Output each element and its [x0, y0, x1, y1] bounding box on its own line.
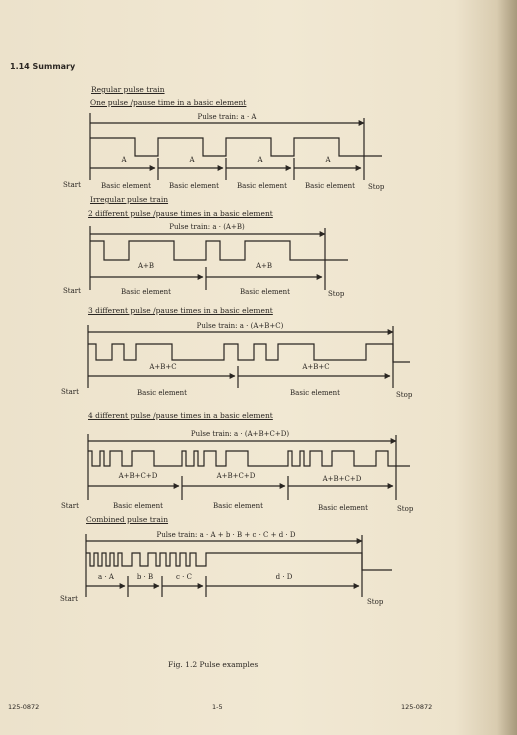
- d1-element-label: Basic element: [169, 182, 219, 190]
- d5-segment-label: c · C: [176, 573, 192, 581]
- footer-left: 125-0872: [8, 703, 40, 711]
- d4-segment-label: A+B+C+D: [216, 472, 256, 480]
- d1-segment-label: A: [121, 156, 127, 164]
- d5-stop-label: Stop: [367, 598, 384, 606]
- d1-heading: Regular pulse train: [91, 85, 165, 94]
- diagram-irregular-4-waveform: [88, 434, 410, 500]
- d1-subheading: One pulse /pause time in a basic element: [90, 98, 247, 107]
- d4-segment-label: A+B+C+D: [322, 475, 362, 483]
- d2-element-label: Basic element: [240, 288, 290, 296]
- footer-right: 125-0872: [401, 703, 433, 711]
- d5-start-label: Start: [60, 595, 78, 603]
- d4-element-label: Basic element: [213, 502, 263, 510]
- diagram-regular-waveform: [90, 113, 382, 180]
- d2-train-label: Pulse train: a · (A+B): [169, 223, 245, 231]
- d3-segment-label: A+B+C: [149, 363, 177, 371]
- d1-segment-label: A: [189, 156, 195, 164]
- d1-start-label: Start: [63, 181, 81, 189]
- d4-segment-label: A+B+C+D: [118, 472, 158, 480]
- section-title: 1.14 Summary: [10, 62, 76, 71]
- d3-train-label: Pulse train: a · (A+B+C): [196, 322, 284, 330]
- figure-caption: Fig. 1.2 Pulse examples: [168, 660, 259, 669]
- d1-element-label: Basic element: [237, 182, 287, 190]
- d5-heading: Combined pulse train: [86, 515, 169, 524]
- d4-element-label: Basic element: [318, 504, 368, 512]
- d1-element-label: Basic element: [101, 182, 151, 190]
- d3-element-label: Basic element: [137, 389, 187, 397]
- d2-stop-label: Stop: [328, 290, 345, 298]
- d1-segment-label: A: [257, 156, 263, 164]
- d1-element-label: Basic element: [305, 182, 355, 190]
- d2-heading: Irregular pulse train: [90, 195, 169, 204]
- d3-stop-label: Stop: [396, 391, 413, 399]
- d4-subheading: 4 different pulse /pause times in a basic element: [88, 411, 273, 420]
- d1-train-label: Pulse train: a · A: [197, 113, 257, 121]
- diagram-irregular-3-waveform: [88, 325, 410, 388]
- d3-start-label: Start: [61, 388, 79, 396]
- d2-segment-label: A+B: [137, 262, 155, 270]
- d1-stop-label: Stop: [368, 183, 385, 191]
- d4-train-label: Pulse train: a · (A+B+C+D): [190, 430, 290, 438]
- d5-segment-label: a · A: [98, 573, 114, 581]
- d1-segment-label: A: [325, 156, 331, 164]
- diagram-combined-waveform: [86, 534, 392, 597]
- diagram-irregular-2-waveform: [90, 226, 348, 290]
- d2-subheading: 2 different pulse /pause times in a basic element: [88, 209, 273, 218]
- d3-element-label: Basic element: [290, 389, 340, 397]
- d2-element-label: Basic element: [121, 288, 171, 296]
- d3-segment-label: A+B+C: [302, 363, 330, 371]
- d4-stop-label: Stop: [397, 505, 414, 513]
- footer-page-number: 1-5: [212, 703, 223, 711]
- d2-start-label: Start: [63, 287, 81, 295]
- d2-segment-label: A+B: [255, 262, 273, 270]
- d4-start-label: Start: [61, 502, 79, 510]
- d5-segment-label: d · D: [275, 573, 293, 581]
- d3-subheading: 3 different pulse /pause times in a basic element: [88, 306, 273, 315]
- d5-train-label: Pulse train: a · A + b · B + c · C + d · D: [156, 531, 296, 539]
- d5-segment-label: b · B: [136, 573, 154, 581]
- d4-element-label: Basic element: [113, 502, 163, 510]
